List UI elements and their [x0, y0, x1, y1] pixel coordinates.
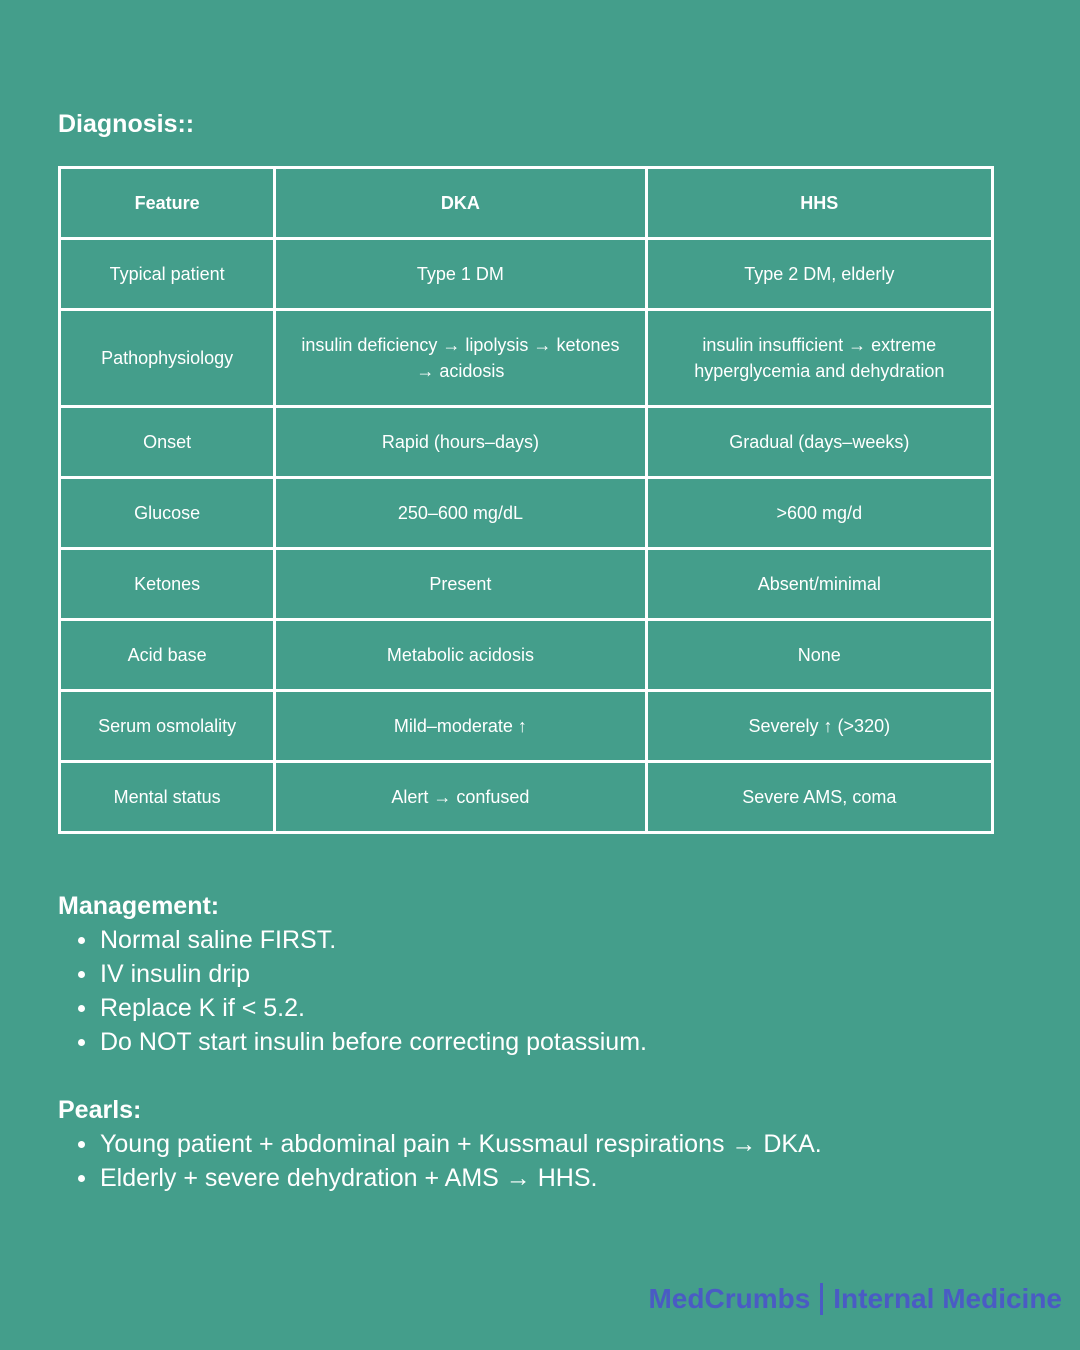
dka-cell: Rapid (hours–days): [275, 407, 646, 478]
pearls-heading: Pearls:: [58, 1096, 142, 1124]
list-item: Elderly + severe dehydration + AMS → HHS.: [58, 1161, 822, 1195]
feature-cell: Mental status: [60, 762, 275, 833]
list-item: IV insulin drip: [58, 957, 647, 991]
feature-cell: Typical patient: [60, 239, 275, 310]
hhs-cell: None: [646, 620, 992, 691]
table-row: [60, 310, 993, 407]
hhs-cell: >600 mg/d: [646, 478, 992, 549]
table-row: [60, 478, 993, 549]
feature-cell: Serum osmolality: [60, 691, 275, 762]
list-item: Young patient + abdominal pain + Kussmaul respirations → DKA.: [58, 1127, 822, 1161]
table-row: [60, 691, 993, 762]
dka-cell: Mild–moderate ↑: [275, 691, 646, 762]
dka-cell: Metabolic acidosis: [275, 620, 646, 691]
dka-cell: Alert → confused: [275, 762, 646, 833]
hhs-cell: Severely ↑ (>320): [646, 691, 992, 762]
list-item: Replace K if < 5.2.: [58, 991, 647, 1025]
brand-section: Internal Medicine: [833, 1283, 1062, 1314]
table-row: [60, 549, 993, 620]
feature-cell: Onset: [60, 407, 275, 478]
table-row: [60, 239, 993, 310]
dka-cell: insulin deficiency → lipolysis → ketones → acidosis: [275, 310, 646, 407]
feature-cell: Acid base: [60, 620, 275, 691]
table-row: [60, 762, 993, 833]
hhs-cell: Gradual (days–weeks): [646, 407, 992, 478]
pearls-list: [58, 1127, 822, 1195]
feature-cell: Glucose: [60, 478, 275, 549]
hhs-cell: Type 2 DM, elderly: [646, 239, 992, 310]
brand-name: MedCrumbs: [648, 1283, 811, 1314]
comparison-table: [58, 166, 994, 834]
management-heading: Management:: [58, 892, 220, 920]
header-dka: DKA: [275, 168, 646, 239]
header-feature: Feature: [60, 168, 275, 239]
brand-divider: [820, 1283, 823, 1315]
footer-brand: [648, 1283, 1062, 1315]
list-item: Do NOT start insulin before correcting potassium.: [58, 1025, 647, 1059]
hhs-cell: insulin insufficient → extreme hyperglycemia and dehydration: [646, 310, 992, 407]
dka-cell: Present: [275, 549, 646, 620]
hhs-cell: Absent/minimal: [646, 549, 992, 620]
feature-cell: Pathophysiology: [60, 310, 275, 407]
dka-cell: 250–600 mg/dL: [275, 478, 646, 549]
table-row: [60, 620, 993, 691]
table-header-row: [60, 168, 993, 239]
dka-cell: Type 1 DM: [275, 239, 646, 310]
list-item: Normal saline FIRST.: [58, 923, 647, 957]
diagnosis-heading: Diagnosis::: [58, 110, 195, 138]
hhs-cell: Severe AMS, coma: [646, 762, 992, 833]
feature-cell: Ketones: [60, 549, 275, 620]
header-hhs: HHS: [646, 168, 992, 239]
management-list: [58, 923, 647, 1059]
table-row: [60, 407, 993, 478]
